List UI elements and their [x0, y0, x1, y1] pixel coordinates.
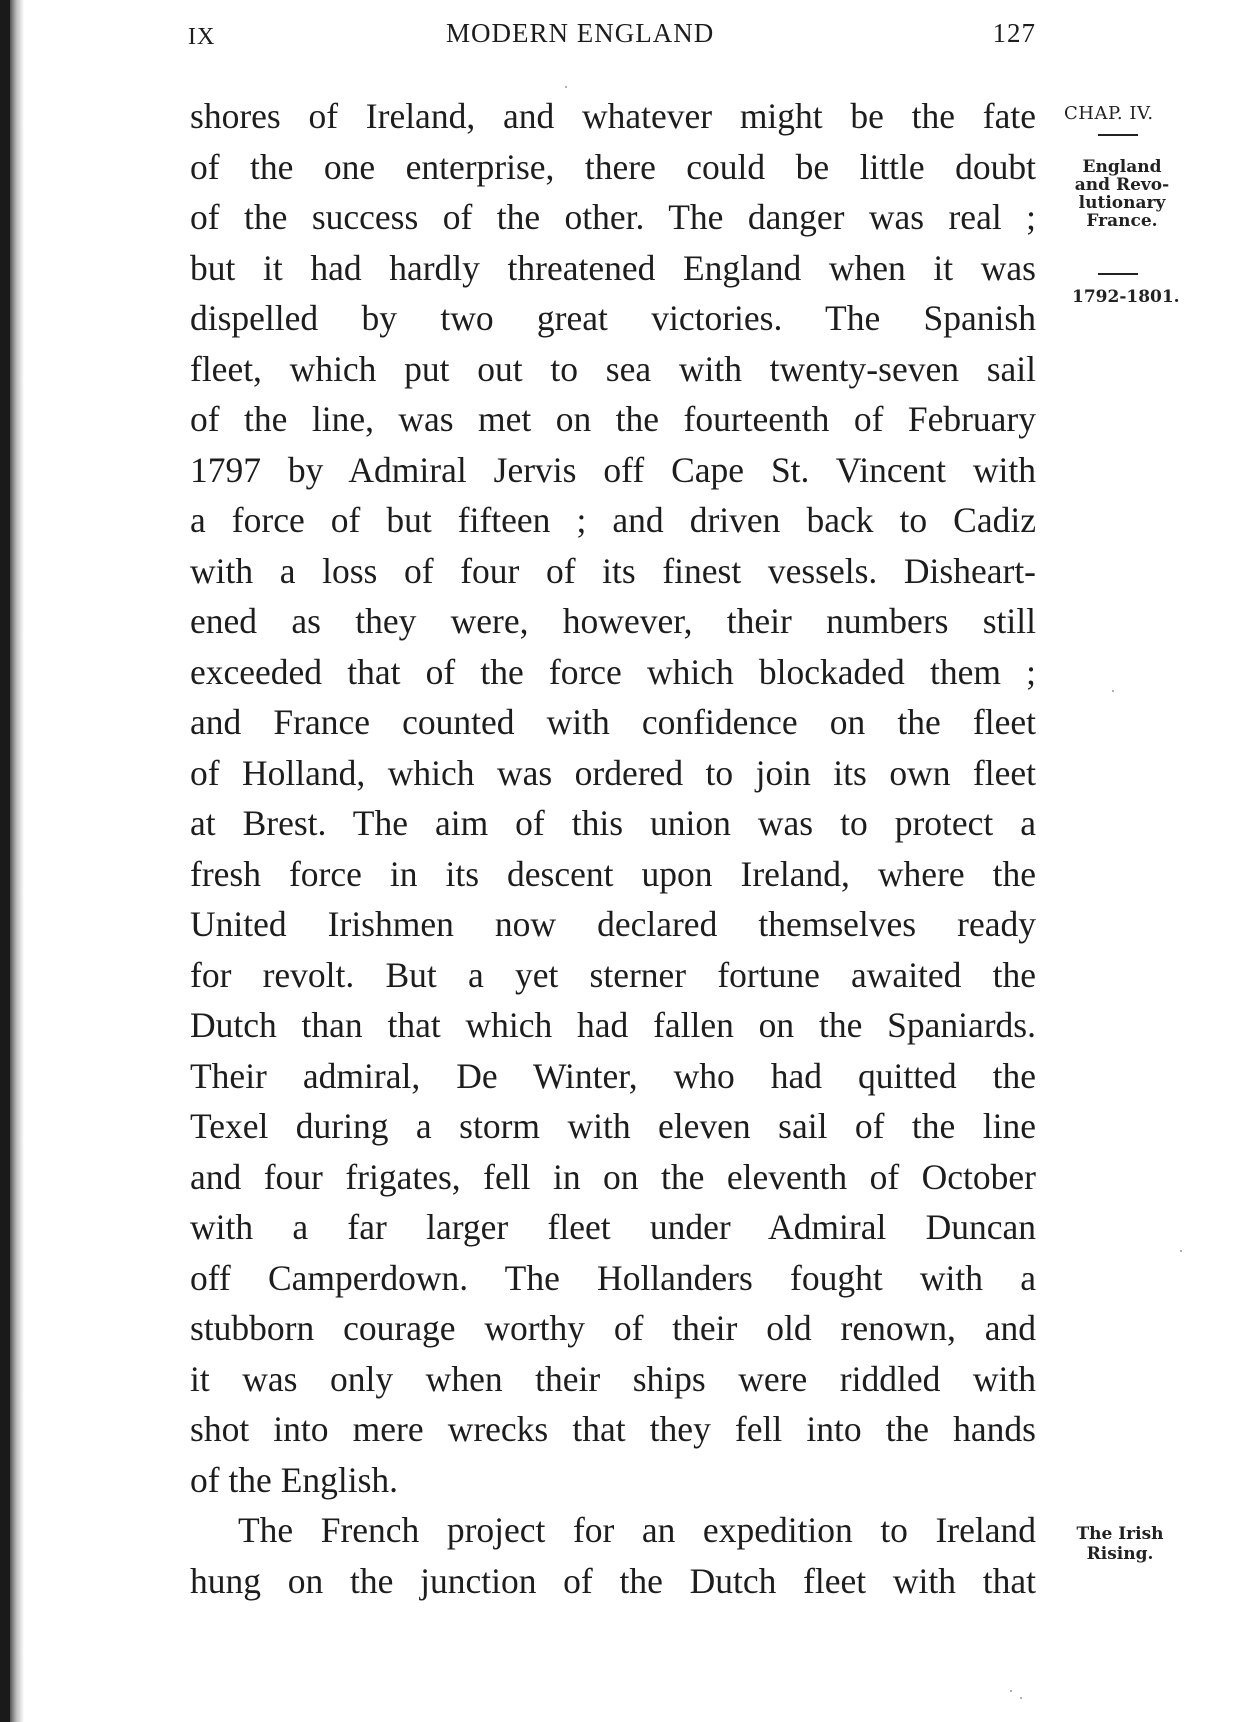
text-line: with a loss of four of its finest vessels. Disheart- — [190, 550, 1036, 591]
text-line: it was only when their ships were riddled with — [190, 1358, 1036, 1399]
text-line: off Camperdown. The Hollanders fought with a — [190, 1257, 1036, 1298]
margin-dates: 1792-1801. — [1072, 287, 1180, 307]
binding-edge — [0, 0, 10, 1722]
margin-topic-line: England — [1082, 157, 1162, 177]
page-number: 127 — [992, 18, 1036, 48]
paragraph-2 — [190, 1505, 1036, 1606]
margin-topic-line: Rising. — [1086, 1544, 1154, 1564]
paper-speck — [1180, 1250, 1182, 1252]
text-line: for revolt. But a yet sterner fortune awaited the — [190, 954, 1036, 995]
text-line: of the line, was met on the fourteenth of February — [190, 399, 1036, 439]
book-title: MODERN ENGLAND — [446, 18, 715, 48]
margin-topic-line: and Revo- — [1074, 175, 1170, 195]
text-line: Dutch than that which had fallen on the Spaniards. — [190, 1005, 1036, 1045]
text-line: stubborn courage worthy of their old renown, and — [190, 1308, 1036, 1348]
text-line: of the one enterprise, there could be little doubt — [190, 146, 1036, 187]
text-line: a force of but fifteen ; and driven back to Cadiz — [190, 500, 1036, 540]
text-line: The French project for an expedition to Ireland — [238, 1510, 1036, 1550]
text-line: of the success of the other. The danger was real ; — [190, 197, 1036, 237]
margin-rule — [1098, 134, 1138, 136]
text-line: of the English. — [190, 1459, 399, 1500]
text-line: and four frigates, fell in on the eleventh of October — [190, 1156, 1036, 1197]
margin-topic-line: The Irish — [1076, 1524, 1164, 1544]
text-line: dispelled by two great victories. The Spanish — [190, 298, 1036, 338]
paper-speck — [565, 86, 567, 88]
text-line: shot into mere wrecks that they fell into the hands — [190, 1409, 1036, 1449]
text-line: hung on the junction of the Dutch fleet with that — [190, 1560, 1036, 1601]
paragraph-1 — [190, 91, 1036, 1505]
margin-topic-irish-rising — [1064, 1524, 1176, 1564]
body-text — [190, 91, 1036, 1606]
text-line: exceeded that of the force which blockaded them ; — [190, 651, 1036, 692]
running-head — [188, 18, 1036, 58]
margin-chapter: CHAP. IV. — [1064, 103, 1154, 124]
chapter-numeral: IX — [188, 24, 216, 50]
margin-topic-line: lutionary — [1078, 193, 1166, 213]
text-line: ened as they were, however, their numbers still — [190, 601, 1036, 641]
text-line: of Holland, which was ordered to join its own fleet — [190, 752, 1036, 793]
text-line: Their admiral, De Winter, who had quitted the — [190, 1055, 1036, 1096]
text-line: but it had hardly threatened England when it was — [190, 247, 1036, 288]
text-line: at Brest. The aim of this union was to protect a — [190, 803, 1036, 843]
paper-speck — [1112, 690, 1114, 692]
text-line: with a far larger fleet under Admiral Duncan — [190, 1207, 1036, 1247]
text-line: shores of Ireland, and whatever might be the fate — [190, 96, 1036, 136]
text-line: fresh force in its descent upon Ireland, where the — [190, 853, 1036, 894]
text-line: Texel during a storm with eleven sail of the line — [190, 1106, 1036, 1146]
text-line: and France counted with confidence on the fleet — [190, 702, 1036, 742]
text-line: United Irishmen now declared themselves ready — [190, 904, 1036, 944]
text-line: fleet, which put out to sea with twenty-seven sail — [190, 348, 1036, 389]
paper-speck — [1010, 1690, 1012, 1692]
text-line: 1797 by Admiral Jervis off Cape St. Vincent with — [190, 449, 1036, 490]
margin-rule — [1098, 273, 1138, 275]
margin-notes — [1050, 0, 1250, 1722]
binding-shadow — [10, 0, 24, 1722]
margin-topic — [1066, 158, 1178, 230]
margin-topic-line: France. — [1086, 211, 1158, 231]
paper-speck — [1020, 1697, 1022, 1699]
